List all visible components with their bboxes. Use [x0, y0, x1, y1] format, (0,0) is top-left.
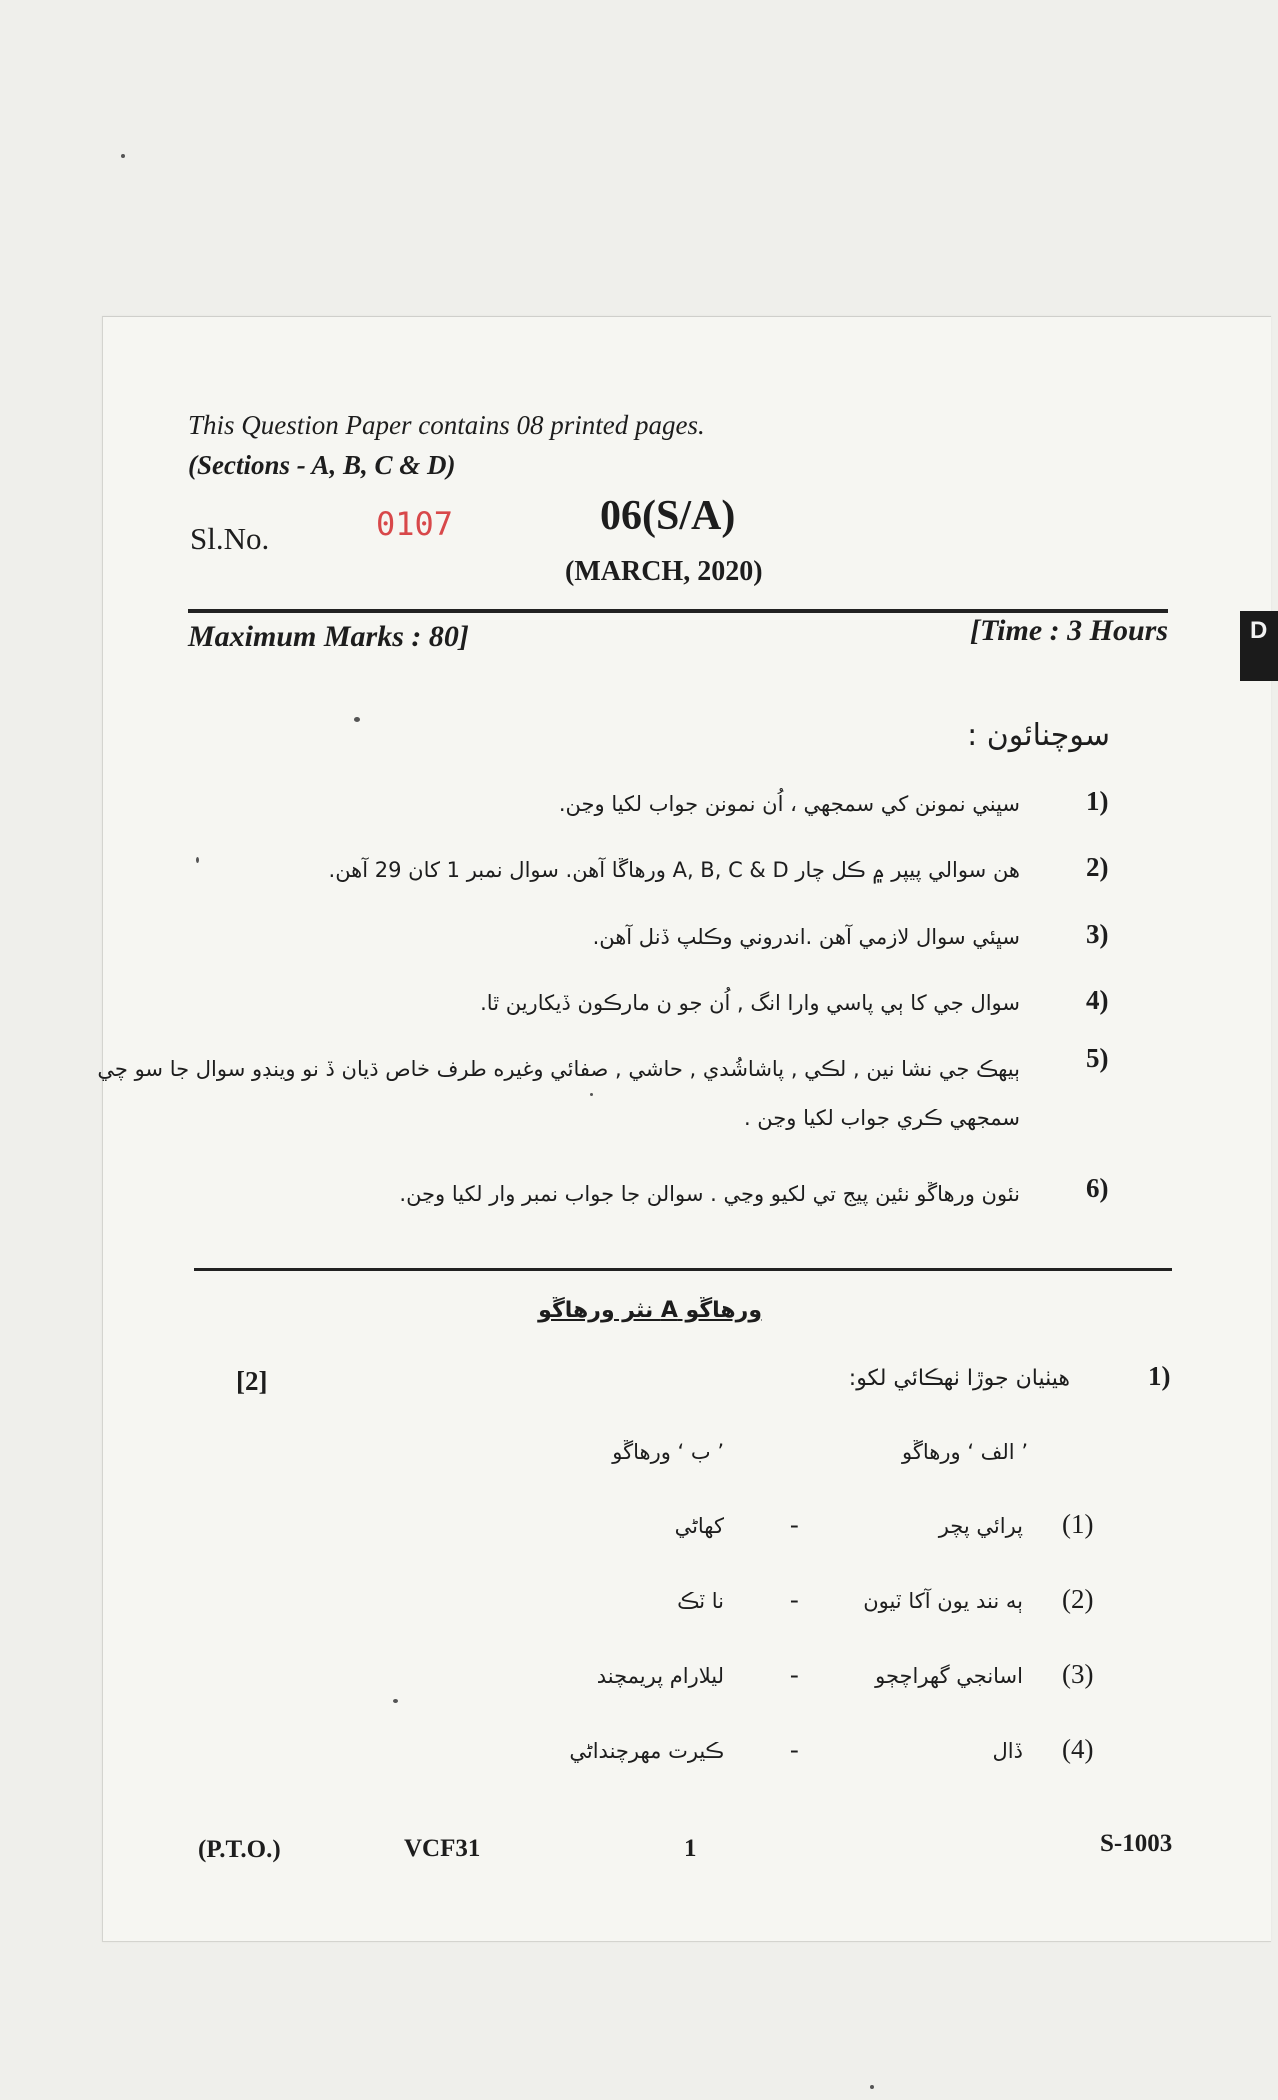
pto-label: (P.T.O.): [198, 1836, 281, 1863]
match-row-number: (3): [1062, 1659, 1094, 1689]
paper-code: 06(S/A): [600, 493, 736, 539]
match-row-number: (1): [1062, 1509, 1094, 1539]
question-marks: [2]: [236, 1366, 268, 1396]
instruction-text: ٻيهڪ جي نشا نين , لڪي , پاشاشُدي , حاشي , صفائي وغيره طرف خاص ڌيان ڏ نو وينڊو سوال جا سو چي: [97, 1057, 1020, 1081]
printed-pages-note: This Question Paper contains 08 printed pages.: [188, 410, 705, 440]
header-rule: [188, 609, 1168, 613]
instruction-number: 2): [1086, 852, 1109, 882]
instruction-number: 6): [1086, 1173, 1109, 1203]
instruction-text: سڀئي سوال لازمي آهن .اندروني وڪلپ ڏنل آهن.: [592, 925, 1020, 949]
match-item-b: کهاڻي: [674, 1514, 724, 1538]
match-item-b: نا ٽڪ: [677, 1589, 724, 1613]
serial-number: 0107: [376, 505, 454, 543]
match-item-b: ڪيرت مهرچنداڻي: [569, 1739, 724, 1763]
column-b-heading: ’ ب ‘ ورهاڱو: [612, 1440, 724, 1464]
instruction-text: نئون ورهاڱو نئين پيج تي لکيو وڃي . سوالن جا جواب نمبر وار لکيا وڃن.: [399, 1182, 1020, 1206]
match-dash: -: [790, 1660, 799, 1689]
scan-speck: [590, 1093, 593, 1096]
match-row-number: (4): [1062, 1734, 1094, 1764]
instruction-text-continued: سمجهي ڪري جواب لکيا وڃن .: [743, 1106, 1020, 1130]
instruction-text: سوال جي کا ٻي پاسي وارا انگ , اُن جو ن مارڪون ڏيکارين ٿا.: [480, 991, 1020, 1015]
scan-speck: [354, 717, 360, 722]
match-item-a: ٻه نند يون آکا ٽيون: [863, 1589, 1023, 1613]
sheet-code: S-1003: [1100, 1830, 1173, 1857]
match-dash: -: [790, 1510, 799, 1539]
match-item-b: ليلارام پريمچند: [596, 1664, 724, 1688]
instruction-number: 3): [1086, 919, 1109, 949]
match-item-a: ڏال: [992, 1739, 1023, 1763]
scan-speck: [870, 2085, 874, 2089]
match-dash: -: [790, 1585, 799, 1614]
vcf-code: VCF31: [404, 1835, 481, 1862]
instruction-text: سڀني نمونن کي سمجهي ، اُن نمونن جواب لکيا وڃن.: [558, 792, 1020, 816]
instruction-number: 5): [1086, 1043, 1109, 1073]
match-dash: -: [790, 1735, 799, 1764]
instruction-text: هن سوالي پيپر ۾ ڪل چار A, B, C & D ورهاڱا آهن. سوال نمبر 1 کان 29 آهن.: [328, 858, 1020, 882]
side-tab: D: [1240, 611, 1278, 681]
match-item-a: پرائي پچر: [938, 1514, 1023, 1538]
time-allowed: [Time : 3 Hours: [969, 614, 1168, 647]
section-a-title: ورهاڱو A نثر ورهاڱو: [538, 1298, 762, 1323]
column-a-heading: ’ الف ‘ ورهاڱو: [902, 1440, 1028, 1464]
scan-speck: [196, 857, 199, 863]
instruction-number: 4): [1086, 985, 1109, 1015]
match-row-number: (2): [1062, 1584, 1094, 1614]
section-divider: [194, 1268, 1172, 1271]
question-text: هيٺيان جوڙا ٺهڪائي لکو:: [848, 1366, 1070, 1391]
instruction-number: 1): [1086, 786, 1109, 816]
sections-note: (Sections - A, B, C & D): [188, 450, 456, 480]
scan-speck: [121, 154, 125, 158]
max-marks: Maximum Marks : 80]: [188, 620, 469, 653]
instructions-title: سوچنائون :: [967, 718, 1110, 753]
match-item-a: اسانجي گهراچڄو: [875, 1664, 1023, 1688]
scan-speck: [393, 1699, 398, 1703]
serial-label: Sl.No.: [190, 521, 270, 556]
exam-date: (MARCH, 2020): [565, 556, 763, 587]
page-number: 1: [684, 1835, 697, 1862]
question-number: 1): [1148, 1361, 1171, 1391]
